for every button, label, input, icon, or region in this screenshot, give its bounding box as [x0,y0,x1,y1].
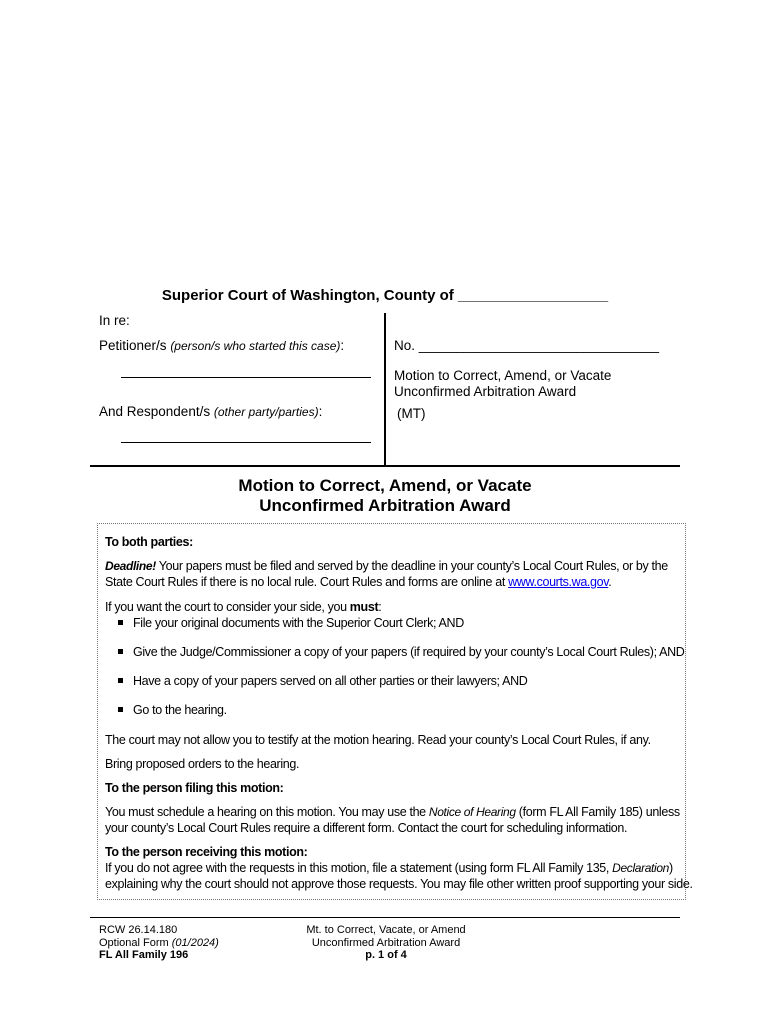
footer-rule [90,917,680,918]
case-number[interactable]: No. ________________________________ [394,338,660,353]
doc-title-line2: Unconfirmed Arbitration Award [394,384,577,399]
bullet-icon [118,649,123,654]
filing-text1a: You must schedule a hearing on this motion. You may use the [105,805,429,819]
motion-title [0,476,770,516]
filing-text1b: (form FL All Family 185) unless [515,805,680,819]
declaration-word: Declaration [612,861,670,875]
bullet-text: Have a copy of your papers served on all other parties or their lawyers; AND [133,674,528,688]
respondent-name-line[interactable] [121,442,371,443]
footer-rcw: RCW 26.14.180 [99,924,178,936]
bullet-icon [118,620,123,625]
bullet-item [118,674,527,689]
both-parties-heading: To both parties: [105,535,193,549]
court-title: Superior Court of Washington, County of __________________ [161,287,609,304]
petitioner-label-text: Petitioner/s [99,338,167,353]
footer-form-id: FL All Family 196 [99,949,189,961]
motion-title-line1: Motion to Correct, Amend, or Vacate [238,476,532,495]
must-word: must [349,600,379,614]
receiving-line1 [105,861,673,876]
deadline-text2: State Court Rules if there is no local rule. Court Rules and forms are online at [105,575,509,589]
petitioner-hint: (person/s who started this case) [170,339,341,353]
in-re-label: In re: [99,313,130,328]
petitioner-label [99,338,344,353]
doc-title-line1: Motion to Correct, Amend, or Vacate [394,368,612,383]
deadline-line1 [105,559,668,574]
footer-center [270,924,502,962]
bullet-item [118,703,227,718]
proposed-orders-text: Bring proposed orders to the hearing. [105,757,300,771]
consider-line: If you want the court to consider your side, you must: [105,600,382,614]
deadline-line2 [105,575,611,590]
respondent-label [99,404,322,419]
receiving-line2: explaining why the court should not approve those requests. You may file other written proof supporting your side. [105,877,693,891]
respondent-colon: : [318,404,323,419]
footer-optional [99,937,219,950]
footer-page: p. 1 of 4 [365,949,407,961]
deadline-label: Deadline! [105,559,156,573]
caption-divider [384,313,386,465]
footer-left [99,924,219,962]
footer-optional-text: Optional Form [99,936,172,949]
consider-text: If you want the court to consider your side, you [105,600,350,614]
filing-line2: your county’s Local Court Rules require a different form. Contact the court for scheduling information. [105,821,628,835]
notice-of-hearing: Notice of Hearing [428,805,516,819]
doc-code: (MT) [397,406,426,421]
bullet-text: Go to the hearing. [133,703,227,717]
bullet-text: Give the Judge/Commissioner a copy of your papers (if required by your county’s Local Court Rules); AND [133,645,685,659]
instructions-box [97,523,693,900]
filing-line1 [105,805,680,820]
respondent-hint: (other party/parties) [213,405,319,419]
receiving-text1b: ) [669,861,673,875]
testify-text: The court may not allow you to testify at the motion hearing. Read your county’s Local Court Rules, if any. [105,733,651,747]
bullet-item [118,616,464,631]
deadline-text1: Your papers must be filed and served by the deadline in your county’s Local Court Rules, or by the [155,559,668,573]
footer-center-line2: Unconfirmed Arbitration Award [311,936,461,949]
motion-title-line2: Unconfirmed Arbitration Award [259,496,511,515]
footer-date: (01/2024) [171,936,219,949]
receiving-text1a: If you do not agree with the requests in this motion, file a statement (using form FL All Family 135, [105,861,613,875]
courts-link[interactable]: www.courts.wa.gov [508,575,609,589]
bullet-item [118,645,685,660]
footer-center-line1: Mt. to Correct, Vacate, or Amend [306,924,466,936]
caption-bottom-rule [90,465,680,467]
petitioner-colon: : [340,338,345,353]
bullet-text: File your original documents with the Superior Court Clerk; AND [133,616,464,630]
deadline-period: . [608,575,612,589]
bullet-icon [118,707,123,712]
bullet-icon [118,678,123,683]
respondent-label-text: And Respondent/s [99,404,211,419]
petitioner-name-line[interactable] [121,377,371,378]
filing-heading: To the person filing this motion: [105,781,284,795]
receiving-heading: To the person receiving this motion: [105,845,308,859]
